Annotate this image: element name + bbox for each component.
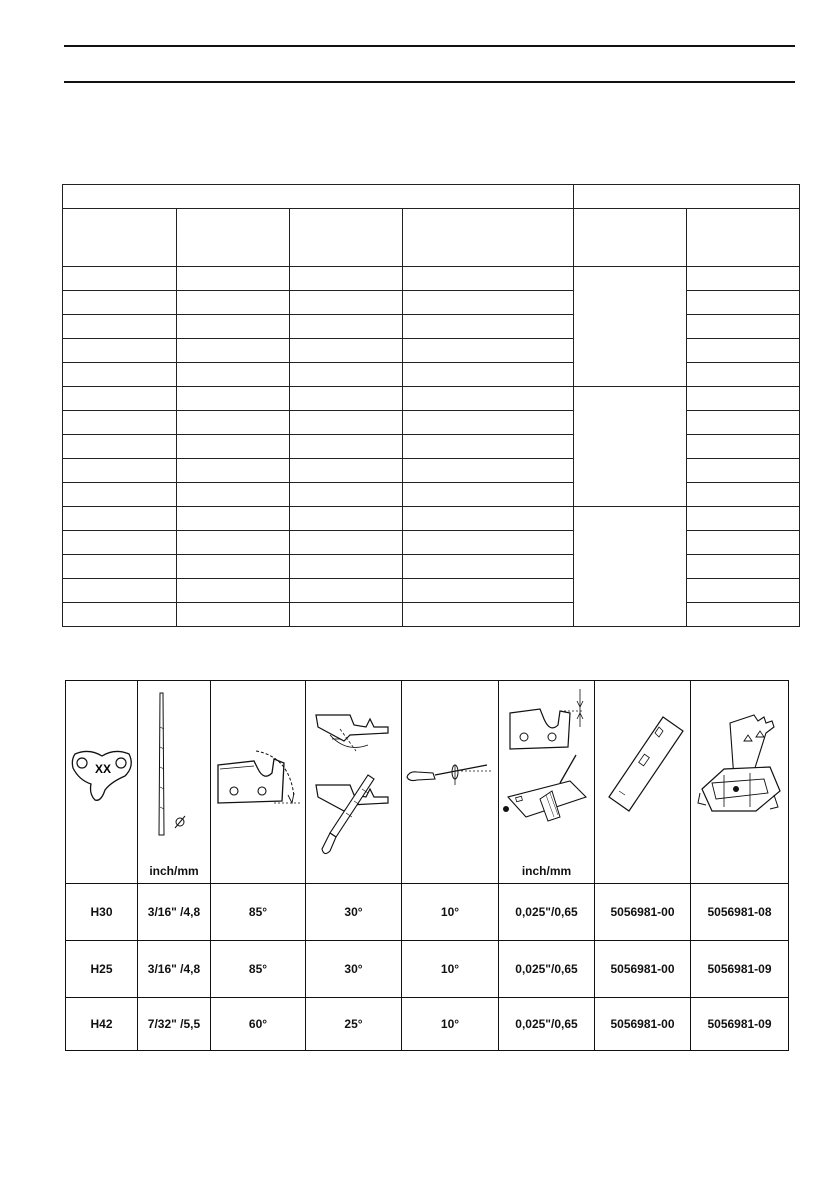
table-row-chain: H25 <box>90 962 113 976</box>
round-file-icon <box>146 687 204 837</box>
sharpening-spec-table <box>65 680 789 1051</box>
table-row-gauge-tool: 5056981-00 <box>610 905 675 919</box>
table-row-file-guide: 5056981-08 <box>707 905 772 919</box>
table-row-file: 3/16" /4,8 <box>147 905 201 919</box>
depth-unit-label: inch/mm <box>521 864 572 878</box>
filing-angle-icon <box>310 699 398 859</box>
table-row-top-angle: 85° <box>248 962 268 976</box>
table-row-file-angle: 30° <box>344 962 363 976</box>
table-row-file-angle: 30° <box>344 905 363 919</box>
table-row-tilt: 10° <box>440 905 460 919</box>
table-row-tilt: 10° <box>440 1017 460 1031</box>
table-row-chain: H42 <box>90 1017 113 1031</box>
table-row-gauge-tool: 5056981-00 <box>610 962 675 976</box>
table-row-file: 3/16" /4,8 <box>147 962 201 976</box>
table-row-tilt: 10° <box>440 962 460 976</box>
table-row-file-angle: 25° <box>344 1017 363 1031</box>
file-unit-label: inch/mm <box>149 864 199 878</box>
file-guide-icon <box>694 711 786 841</box>
depth-gauge-tool-icon <box>599 709 687 819</box>
table-row-chain: H30 <box>90 905 113 919</box>
chain-id-plate-icon <box>69 746 135 806</box>
table-row-top-angle: 60° <box>248 1017 268 1031</box>
chain-stamp-label: XX <box>94 762 112 776</box>
header-rule-top <box>64 45 795 47</box>
table-row-file-guide: 5056981-09 <box>707 962 772 976</box>
table-row-depth: 0,025"/0,65 <box>515 962 578 976</box>
table-row-file: 7/32" /5,5 <box>147 1017 201 1031</box>
table-row-top-angle: 85° <box>248 905 268 919</box>
table-row-depth: 0,025"/0,65 <box>515 1017 578 1031</box>
table-row-file-guide: 5056981-09 <box>707 1017 772 1031</box>
top-plate-angle-icon <box>214 743 304 813</box>
file-tilt-icon <box>405 755 495 795</box>
table-row-gauge-tool: 5056981-00 <box>610 1017 675 1031</box>
table-row-depth: 0,025"/0,65 <box>515 905 578 919</box>
header-rule-bottom <box>64 81 795 83</box>
depth-gauge-icon <box>500 687 592 837</box>
blank-grid-table <box>62 184 800 627</box>
